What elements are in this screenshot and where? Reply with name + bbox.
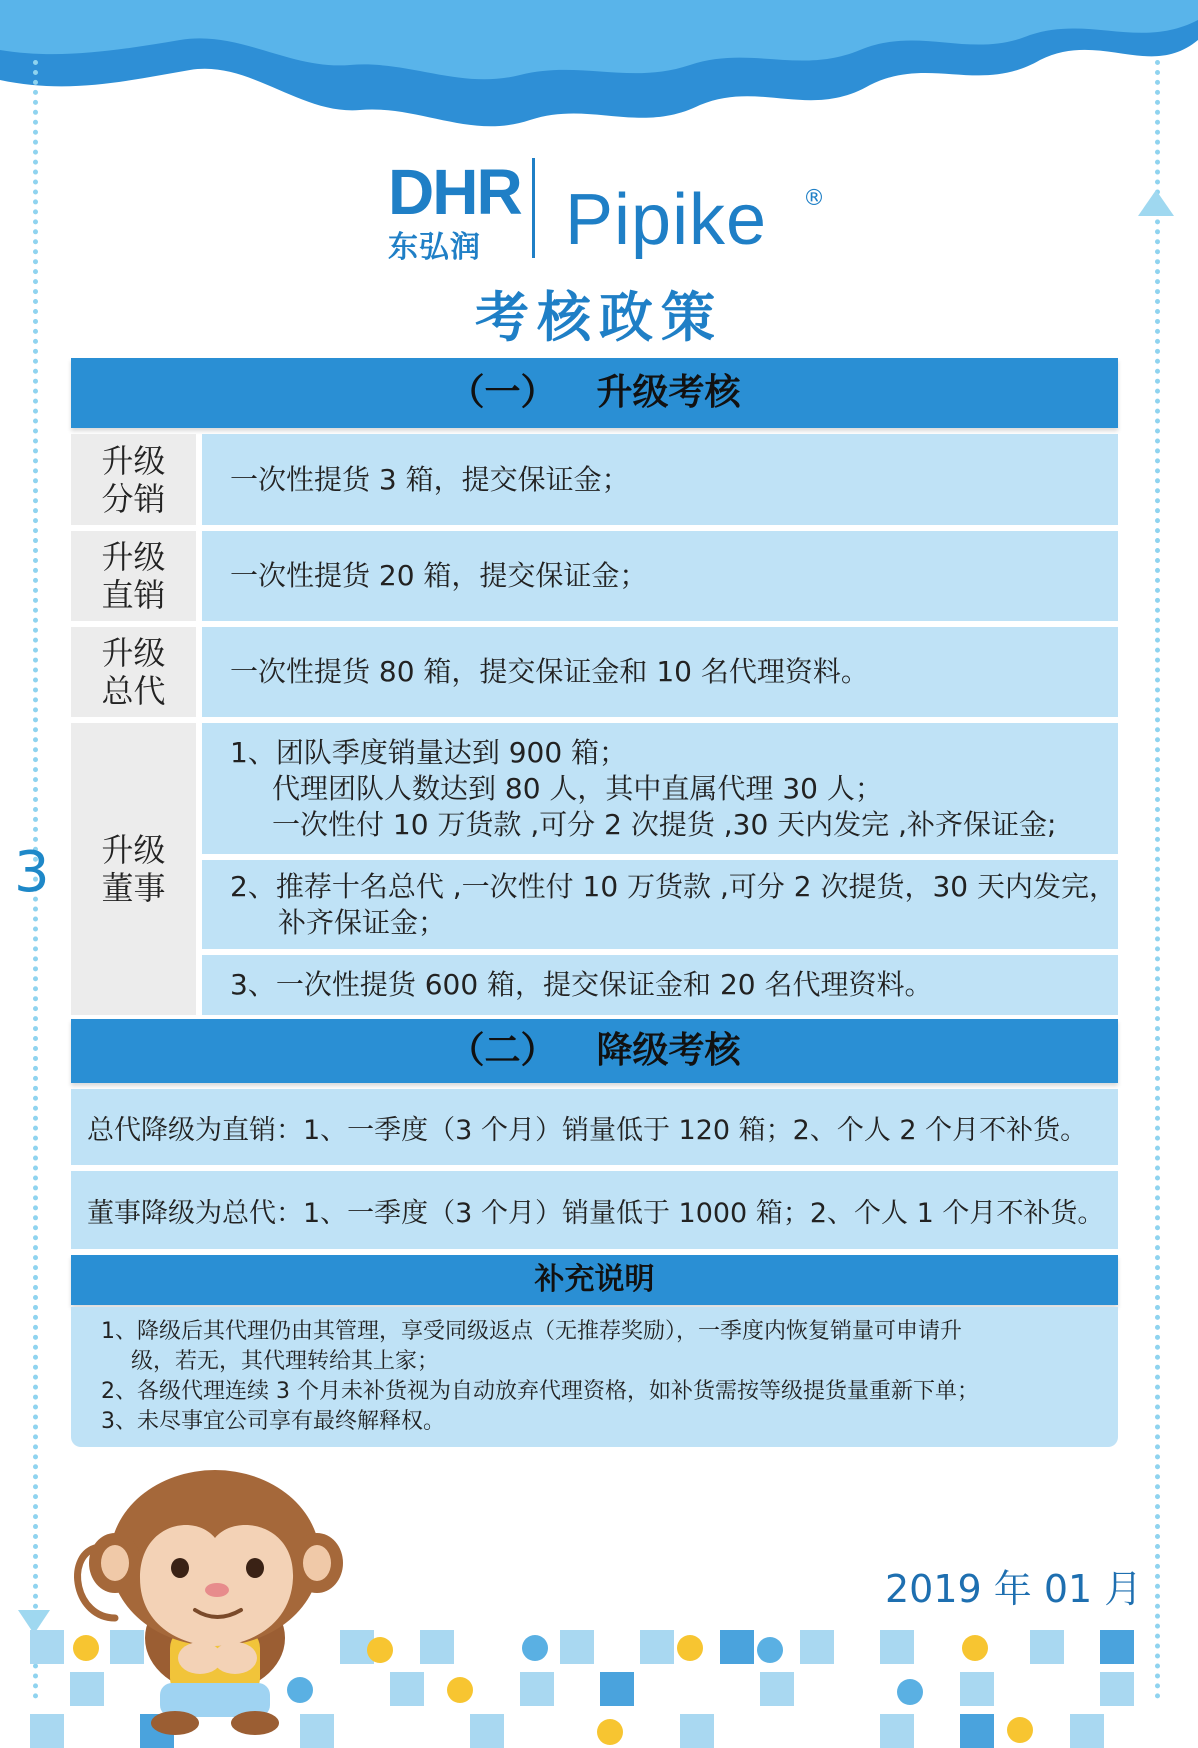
section-number: （二） (448, 1030, 557, 1071)
row-text: 2、推荐十名总代 ,一次性付 10 万货款 ,可分 2 次提货，30 天内发完， (230, 869, 1117, 903)
section-downgrade-header (71, 1019, 1118, 1083)
row-label-direct-sales (71, 531, 196, 621)
issue-date: 2019 年 01 月 (885, 1567, 1143, 1611)
note-line: 3、未尽事宜公司享有最终解释权。 (101, 1409, 445, 1434)
monkey-mascot (55, 1468, 355, 1740)
row-content-general-agent (202, 627, 1118, 717)
top-wave-decoration (0, 0, 1198, 160)
row-label-line: 升级 (101, 441, 166, 480)
row-label-line: 总代 (101, 672, 166, 710)
row-label-distributor (71, 434, 196, 525)
note-line: 2、各级代理连续 3 个月未补货视为自动放弃代理资格，如补货需按等级提货量重新下单； (101, 1379, 979, 1404)
brand-logo-chinese: 东弘润 (388, 230, 481, 265)
row-content-distributor (202, 434, 1118, 525)
row-label-general-agent (71, 627, 196, 717)
page-number: 3 (14, 840, 50, 905)
row-label-line: 升级 (101, 831, 166, 869)
note-line: 级，若无，其代理转给其上家； (131, 1349, 440, 1374)
row-label-director (71, 723, 196, 1015)
row-text: 一次性提货 80 箱，提交保证金和 10 名代理资料。 (230, 655, 869, 688)
section-title: 升级考核 (596, 372, 741, 413)
row-content-direct-sales (202, 531, 1118, 621)
row-label-line: 升级 (101, 634, 166, 672)
page-title: 考核政策 (475, 286, 723, 349)
notes-header: 补充说明 (71, 1255, 1118, 1305)
note-line: 1、降级后其代理仍由其管理，享受同级返点（无推荐奖励），一季度内恢复销量可申请升 (101, 1319, 963, 1344)
row-text: 代理团队人数达到 80 人，其中直属代理 30 人； (272, 771, 883, 805)
row-label-line: 分销 (101, 479, 166, 518)
row-text: 一次性付 10 万货款 ,可分 2 次提货 ,30 天内发完 ,补齐保证金; (272, 807, 1057, 841)
downgrade-director: 董事降级为总代：1、一季度（3 个月）销量低于 1000 箱；2、个人 1 个月不补货。 (71, 1171, 1118, 1249)
row-text: 一次性提货 20 箱，提交保证金； (230, 559, 648, 592)
director-option-3 (202, 955, 1118, 1015)
product-logo: Pipike (565, 180, 768, 260)
row-label-line: 董事 (101, 869, 166, 907)
section-number: （一） (448, 372, 557, 413)
director-option-1 (202, 723, 1118, 854)
row-label-line: 升级 (101, 538, 166, 576)
row-label-line: 直销 (101, 576, 166, 614)
row-text: 3、一次性提货 600 箱，提交保证金和 20 名代理资料。 (230, 968, 933, 1001)
downgrade-general-agent: 总代降级为直销：1、一季度（3 个月）销量低于 120 箱；2、个人 2 个月不补货。 (71, 1089, 1118, 1165)
arrow-up-icon (1138, 190, 1174, 216)
section-title: 降级考核 (596, 1030, 741, 1071)
registered-mark: ® (803, 186, 825, 211)
section-upgrade-header (71, 358, 1118, 428)
row-text: 1、团队季度销量达到 900 箱； (230, 735, 628, 769)
notes-body (71, 1307, 1118, 1447)
row-text: 一次性提货 3 箱，提交保证金； (230, 462, 630, 496)
brand-logo-letters: DHR (388, 156, 521, 228)
row-text: 补齐保证金； (278, 905, 447, 939)
director-option-2 (202, 860, 1118, 949)
logo-divider (532, 158, 535, 258)
